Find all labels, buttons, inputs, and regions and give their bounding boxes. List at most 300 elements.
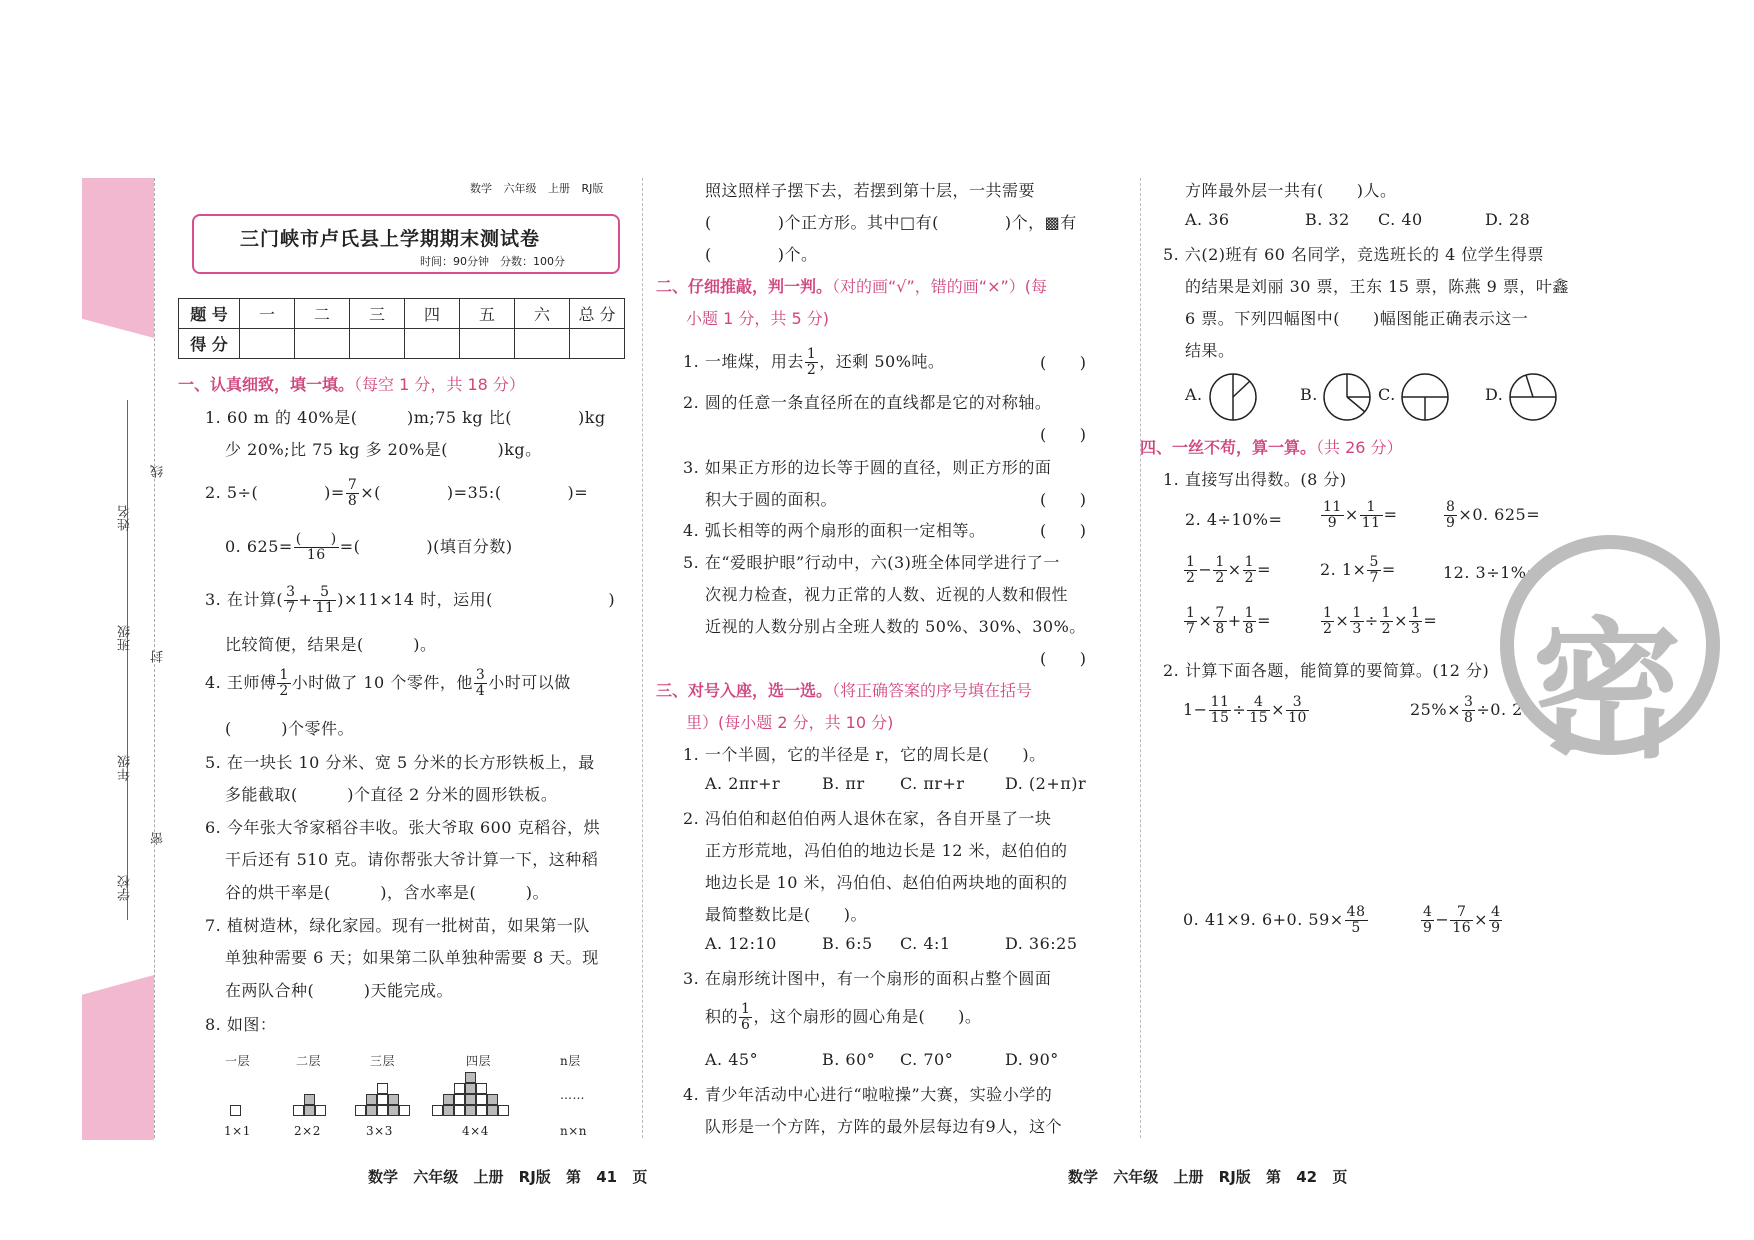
q5-line: 5. 在一块长 10 分米、宽 5 分米的长方形铁板上，最 <box>205 753 595 772</box>
fraction <box>1243 606 1256 637</box>
pie-chart-b <box>1322 372 1372 422</box>
stack-square <box>465 1083 476 1094</box>
stack-square <box>377 1083 388 1094</box>
choice-q3 <box>705 1002 981 1033</box>
denominator: 8 <box>347 493 358 509</box>
score-cell[interactable] <box>570 329 625 359</box>
stack-square <box>476 1105 487 1116</box>
section-4-heading: 四、一丝不苟，算一算。 <box>1140 438 1317 457</box>
section-3-points: （将正确答案的序号填在括号 <box>832 681 1033 700</box>
judge-q5: 次视力检查，视力正常的人数、近视的人数和假性 <box>705 585 1069 604</box>
side-line <box>127 400 128 920</box>
choice-q5: 的结果是刘丽 30 票，王东 15 票，陈燕 9 票，叶鑫 <box>1185 277 1569 296</box>
fraction <box>1243 555 1256 586</box>
q6-line: 干后还有 510 克。请你帮张大爷计算一下，这种稻 <box>225 850 599 869</box>
fraction <box>1213 606 1226 637</box>
score-cell[interactable] <box>350 329 405 359</box>
calc-heading-1: 1. 直接写出得数。(8 分) <box>1163 470 1347 489</box>
q3-text: )×11×14 时，运用( ) <box>337 590 616 609</box>
fraction <box>1213 555 1226 586</box>
stack-square <box>454 1105 465 1116</box>
footer-right: 数学 六年级 上册 RJ版 第 42 页 <box>1068 1168 1348 1186</box>
score-cell[interactable] <box>515 329 570 359</box>
score-header-cell: 二 <box>295 299 350 329</box>
choice-q5: 5. 六(2)班有 60 名同学，竞选班长的 4 位学生得票 <box>1163 245 1544 264</box>
fraction <box>277 668 290 699</box>
fraction <box>284 585 297 616</box>
score-header-cell: 四 <box>405 299 460 329</box>
choice-option: D. 28 <box>1485 210 1531 229</box>
fraction <box>1321 500 1344 531</box>
judge-text: 1. 一堆煤，用去 <box>683 352 804 371</box>
denominator: 5 <box>1345 920 1368 936</box>
pie-chart-a <box>1208 372 1258 422</box>
answer-paren[interactable]: ( ) <box>1040 649 1087 668</box>
section-2-points-line2: 小题 1 分，共 5 分) <box>686 309 829 328</box>
calc-text: 2. 1× <box>1320 560 1367 579</box>
stack-square <box>304 1094 315 1105</box>
score-table-score-row <box>179 329 625 359</box>
dim-label: 4×4 <box>462 1124 489 1138</box>
denominator: 9 <box>1321 515 1344 531</box>
section-3-heading: 三、对号入座，选一选。 <box>656 681 833 700</box>
fraction <box>805 347 818 378</box>
fraction <box>294 532 339 563</box>
q4-text: 小时做了 10 个零件，他 <box>291 673 473 692</box>
choice-option: B. 60° <box>822 1050 876 1069</box>
calc-text: 25%× <box>1410 700 1461 719</box>
calc-expr: 2. 4÷10%= <box>1185 510 1283 529</box>
section-1-points: （每空 1 分，共 18 分） <box>354 375 525 394</box>
score-row-label: 得 分 <box>179 329 240 359</box>
choice-option: A. 45° <box>705 1050 759 1069</box>
numerator: 4 <box>1423 904 1433 920</box>
q2-text: 0. 625= <box>225 537 293 556</box>
stack-square <box>230 1105 241 1116</box>
seal-char-seal: 封 <box>151 650 166 663</box>
denominator: 2 <box>1381 621 1392 637</box>
column-divider-2 <box>1140 178 1141 1138</box>
fraction <box>1350 606 1363 637</box>
numerator: 1 <box>1366 499 1376 515</box>
stack-square <box>315 1105 326 1116</box>
choice-option: D. (2+π)r <box>1005 774 1087 793</box>
operator: × <box>1198 611 1213 630</box>
exam-score: 分数：100分 <box>500 255 565 268</box>
choice-q2: 最简整数比是( )。 <box>705 905 867 924</box>
q7-line: 在两队合种( )天能完成。 <box>225 981 453 1000</box>
numerator: 3 <box>475 667 486 683</box>
choice-text: 积的 <box>705 1007 739 1026</box>
fraction <box>1380 606 1393 637</box>
column-divider-1 <box>642 178 643 1138</box>
seal-char-secret: 密 <box>151 832 166 845</box>
fraction <box>1286 695 1309 726</box>
exam-info <box>420 253 565 269</box>
numerator: 1 <box>1323 605 1333 621</box>
q5-line: 多能截取( )个直径 2 分米的圆形铁板。 <box>225 785 558 804</box>
fraction <box>1444 500 1457 531</box>
fraction <box>1450 905 1473 936</box>
stack-square <box>355 1105 366 1116</box>
choice-q2: 2. 冯伯伯和赵伯伯两人退休在家，各自开垦了一块 <box>683 809 1052 828</box>
equals-sign: = <box>1257 611 1271 630</box>
fraction <box>1421 905 1434 936</box>
stack-square <box>498 1105 509 1116</box>
fraction <box>1360 500 1383 531</box>
q2-text: =( )(填百分数) <box>339 537 513 556</box>
layer-label: 四层 <box>466 1054 492 1068</box>
fraction <box>1184 606 1197 637</box>
q1-line: 1. 60 m 的 40%是( )m;75 kg 比( )kg <box>205 408 606 427</box>
score-header-cell: 五 <box>460 299 515 329</box>
section-2-points-cont <box>686 306 829 329</box>
operator: × <box>1227 560 1242 579</box>
judge-q5: 5. 在“爱眼护眼”行动中，六(3)班全体同学进行了一 <box>683 553 1060 572</box>
numerator: 1 <box>1410 605 1421 621</box>
q2-text: ×( )=35:( )= <box>360 483 589 502</box>
denominator: 9 <box>1423 920 1433 936</box>
judge-q2: 2. 圆的任意一条直径所在的直线都是它的对称轴。 <box>683 393 1052 412</box>
numerator: 4 <box>1254 694 1264 710</box>
q1-line: 少 20%;比 75 kg 多 20%是( )kg。 <box>225 440 542 459</box>
numerator: 11 <box>1323 499 1342 515</box>
header-meta: 数学 六年级 上册 RJ版 <box>470 182 604 195</box>
denominator: 11 <box>1361 515 1381 531</box>
choice-option: B. πr <box>822 774 865 793</box>
choice-q4-cont: 方阵最外层一共有( )人。 <box>1185 181 1397 200</box>
score-cell[interactable] <box>460 329 515 359</box>
section-1-heading: 一、认真细致，填一填。 <box>178 375 355 394</box>
calc-text: ×0. 625= <box>1458 505 1541 524</box>
choice-q2: 地边长是 10 米，冯伯伯、赵伯伯两块地的面积的 <box>705 873 1068 892</box>
seal-char-line: 线 <box>151 465 166 478</box>
choice-option: C. 40 <box>1378 210 1423 229</box>
stack-square <box>443 1105 454 1116</box>
side-label-class: 班级 <box>118 625 133 651</box>
score-header-cell: 六 <box>515 299 570 329</box>
numerator: 7 <box>1215 605 1225 621</box>
binding-strip-bottom <box>82 975 154 1140</box>
stack-square <box>476 1083 487 1094</box>
denominator: 11 <box>315 600 335 616</box>
section-2-heading: 二、仔细推敲，判一判。 <box>656 277 833 296</box>
layer-label: n层 <box>560 1054 581 1068</box>
operator: × <box>1271 700 1286 719</box>
q8-continued: ( )个正方形。其中□有( )个，▩有 <box>705 213 1077 232</box>
numerator: 3 <box>286 584 296 600</box>
stack-square <box>388 1094 399 1105</box>
stack-square <box>366 1094 377 1105</box>
binding-strip-top <box>82 178 154 338</box>
stack-square <box>377 1094 388 1105</box>
numerator: 1 <box>1215 554 1225 570</box>
score-table-header-row <box>179 299 625 329</box>
footer-left: 数学 六年级 上册 RJ版 第 41 页 <box>368 1168 648 1186</box>
choice-option: D. 90° <box>1005 1050 1059 1069</box>
fraction <box>474 668 487 699</box>
choice-q4: 队形是一个方阵，方阵的最外层每边有9人，这个 <box>705 1117 1063 1136</box>
calc-expr <box>1320 500 1397 531</box>
page-title: 三门峡市卢氏县上学期期末测试卷 <box>240 228 541 250</box>
denominator: 16 <box>294 547 339 563</box>
q4-text: 小时可以做 <box>488 673 571 692</box>
numerator: 3 <box>1292 694 1303 710</box>
side-label-name: 姓名 <box>118 505 133 531</box>
choice-option: A. 2πr+r <box>705 774 781 793</box>
stack-square <box>366 1105 377 1116</box>
fraction <box>1462 695 1475 726</box>
judge-text: ，还剩 50%吨。 <box>819 352 945 371</box>
denominator: 15 <box>1249 710 1269 726</box>
fraction <box>346 478 359 509</box>
score-header-cell: 一 <box>240 299 295 329</box>
choice-option: A. 36 <box>1185 210 1230 229</box>
denominator: 7 <box>1186 621 1196 637</box>
operator: × <box>1335 611 1350 630</box>
operator: × <box>1474 910 1489 929</box>
pie-chart-d <box>1508 372 1558 422</box>
choice-option: A. 12:10 <box>705 934 777 953</box>
dim-label: 2×2 <box>294 1124 321 1138</box>
stack-square <box>377 1105 388 1116</box>
fraction <box>1209 695 1232 726</box>
numerator: 48 <box>1346 904 1366 920</box>
score-header-cell: 总 分 <box>570 299 625 329</box>
stack-square <box>487 1105 498 1116</box>
numerator: 1 <box>1244 554 1255 570</box>
equals-sign: = <box>1423 611 1438 630</box>
numerator: 1 <box>1186 605 1196 621</box>
q4-text: 4. 王师傅 <box>205 673 277 692</box>
judge-q1 <box>683 347 944 378</box>
stack-square <box>454 1083 465 1094</box>
fraction <box>1367 555 1380 586</box>
calc-expr <box>1420 905 1503 936</box>
calc-expr <box>1183 695 1310 726</box>
operator: ÷ <box>1232 700 1247 719</box>
denominator: 16 <box>1452 920 1472 936</box>
choice-q1: 1. 一个半圆，它的半径是 r，它的周长是( )。 <box>683 745 1046 764</box>
choice-option: C. πr+r <box>900 774 965 793</box>
layer-label: 三层 <box>370 1054 396 1068</box>
q4-line: ( )个零件。 <box>225 719 354 738</box>
calc-expr <box>1183 606 1271 637</box>
choice-q2: 正方形荒地，冯伯伯的地边长是 12 米，赵伯伯的 <box>705 841 1068 860</box>
denominator: 3 <box>1352 621 1362 637</box>
pie-label: B. <box>1300 385 1318 404</box>
calc-expr <box>1320 555 1396 586</box>
q2-text: 2. 5÷( )= <box>205 483 345 502</box>
stack-square <box>293 1105 304 1116</box>
denominator: 3 <box>1410 621 1421 637</box>
stack-square <box>304 1105 315 1116</box>
calc-expr <box>1320 606 1437 637</box>
exam-time: 时间：90分钟 <box>420 255 489 268</box>
stack-square <box>399 1105 410 1116</box>
dim-label: n×n <box>560 1124 588 1138</box>
choice-option: D. 36:25 <box>1005 934 1078 953</box>
equals-sign: = <box>1257 560 1271 579</box>
section-3-title <box>656 678 1032 701</box>
numerator: 1 <box>741 1001 751 1017</box>
fraction <box>1345 905 1368 936</box>
secret-stamp-text: 密 <box>1532 605 1683 779</box>
pie-label: A. <box>1185 385 1203 404</box>
denominator: 2 <box>1215 570 1225 586</box>
q4-line <box>205 668 571 699</box>
stack-square <box>443 1094 454 1105</box>
choice-q4: 4. 青少年活动中心进行“啦啦操”大赛，实验小学的 <box>683 1085 1053 1104</box>
q3-line <box>205 585 615 616</box>
choice-option: B. 6:5 <box>822 934 873 953</box>
numerator: 1 <box>1352 605 1362 621</box>
fraction <box>313 585 336 616</box>
numerator: 5 <box>1369 554 1379 570</box>
equals-sign: = <box>1381 560 1396 579</box>
stack-square <box>465 1072 476 1083</box>
operator: × <box>1394 611 1408 630</box>
numerator: 8 <box>1446 499 1456 515</box>
score-header-cell: 题 号 <box>179 299 240 329</box>
plus-sign: + <box>298 590 313 609</box>
pie-label: C. <box>1378 385 1396 404</box>
layer-label: 一层 <box>225 1054 251 1068</box>
q8-continued: ( )个。 <box>705 245 818 264</box>
denominator: 6 <box>741 1017 751 1033</box>
q7-line: 单独种需要 6 天；如果第二队单独种需要 8 天。现 <box>225 948 599 967</box>
section-4-points: （共 26 分） <box>1316 438 1403 457</box>
stack-square <box>465 1105 476 1116</box>
denominator: 2 <box>806 362 817 378</box>
denominator: 8 <box>1215 621 1225 637</box>
stack-square <box>432 1105 443 1116</box>
score-table <box>178 298 625 359</box>
denominator: 2 <box>1186 570 1196 586</box>
q6-line: 6. 今年张大爷家稻谷丰收。张大爷取 600 克稻谷，烘 <box>205 818 601 837</box>
numerator: 4 <box>1491 904 1501 920</box>
answer-paren[interactable]: ( ) <box>1040 521 1087 540</box>
choice-option: B. 32 <box>1305 210 1350 229</box>
denominator: 7 <box>286 600 296 616</box>
calc-heading-2: 2. 计算下面各题，能简算的要简算。(12 分) <box>1163 661 1490 680</box>
section-1-title <box>178 372 525 395</box>
q2-line <box>225 532 513 563</box>
calc-expr <box>1183 555 1271 586</box>
denominator: 9 <box>1491 920 1501 936</box>
calc-text: 0. 41×9. 6+0. 59× <box>1183 910 1344 929</box>
stack-square <box>388 1105 399 1116</box>
choice-option: C. 4:1 <box>900 934 951 953</box>
section-4-title <box>1140 435 1403 458</box>
q8-line: 8. 如图： <box>205 1015 277 1034</box>
choice-q3: 3. 在扇形统计图中，有一个扇形的面积占整个圆面 <box>683 969 1052 988</box>
score-header-cell: 三 <box>350 299 405 329</box>
judge-q5: 近视的人数分别占全班人数的 50%、30%、30%。 <box>705 617 1086 636</box>
layer-label: 二层 <box>296 1054 322 1068</box>
operator: − <box>1435 910 1450 929</box>
answer-paren[interactable]: ( ) <box>1040 353 1087 372</box>
section-3-points-cont <box>686 710 893 733</box>
dim-label: 3×3 <box>366 1124 393 1138</box>
choice-text: ，这个扇形的圆心角是( )。 <box>753 1007 982 1026</box>
numerator: 7 <box>1457 904 1467 920</box>
judge-q3: 积大于圆的面积。 <box>705 490 838 509</box>
fraction <box>1321 606 1334 637</box>
operator: − <box>1198 560 1213 579</box>
stack-square <box>487 1094 498 1105</box>
fraction <box>1409 606 1422 637</box>
denominator: 15 <box>1210 710 1230 726</box>
operator: × <box>1344 505 1359 524</box>
denominator: 4 <box>475 683 486 699</box>
side-label-grade: 年级 <box>118 755 133 781</box>
fraction <box>1184 555 1197 586</box>
denominator: 8 <box>1463 710 1474 726</box>
denominator: 2 <box>1323 621 1333 637</box>
ellipsis: …… <box>560 1088 585 1102</box>
stack-square <box>465 1094 476 1105</box>
choice-option: C. 70° <box>900 1050 954 1069</box>
q3-text: 3. 在计算( <box>205 590 284 609</box>
choice-q5: 结果。 <box>1185 341 1235 360</box>
operator: ÷ <box>1364 611 1379 630</box>
numerator: 1 <box>806 346 817 362</box>
numerator: 5 <box>320 584 330 600</box>
pie-chart-c <box>1400 372 1450 422</box>
operator: + <box>1227 611 1242 630</box>
section-2-title <box>656 274 1047 297</box>
score-cell[interactable] <box>405 329 460 359</box>
q3-line: 比较简便，结果是( )。 <box>225 635 437 654</box>
denominator: 7 <box>1369 570 1379 586</box>
score-cell[interactable] <box>240 329 295 359</box>
q7-line: 7. 植树造林，绿化家园。现有一批树苗，如果第一队 <box>205 916 590 935</box>
score-cell[interactable] <box>295 329 350 359</box>
denominator: 9 <box>1446 515 1456 531</box>
answer-paren[interactable]: ( ) <box>1040 490 1087 509</box>
numerator: 1 <box>279 667 289 683</box>
numerator: ( ) <box>295 531 337 547</box>
judge-q3: 3. 如果正方形的边长等于圆的直径，则正方形的面 <box>683 458 1052 477</box>
denominator: 2 <box>279 683 289 699</box>
calc-expr <box>1443 500 1540 531</box>
calc-text: 1− <box>1183 700 1208 719</box>
denominator: 8 <box>1244 621 1255 637</box>
stack-square <box>476 1094 487 1105</box>
choice-q5: 6 票。下列四幅图中( )幅图能正确表示这一 <box>1185 309 1529 328</box>
judge-q4: 4. 弧长相等的两个扇形的面积一定相等。 <box>683 521 986 540</box>
denominator: 10 <box>1288 710 1307 726</box>
dim-label: 1×1 <box>224 1124 251 1138</box>
numerator: 1 <box>1186 554 1196 570</box>
calc-text: ÷0. 25 <box>1476 700 1534 719</box>
numerator: 11 <box>1210 694 1230 710</box>
numerator: 1 <box>1244 605 1255 621</box>
answer-paren[interactable]: ( ) <box>1040 425 1087 444</box>
calc-expr: 12. 3÷1%= <box>1443 563 1541 582</box>
section-2-points: （对的画“√”，错的画“×”）(每 <box>832 277 1048 296</box>
numerator: 7 <box>347 477 358 493</box>
numerator: 1 <box>1381 605 1392 621</box>
numerator: 3 <box>1463 694 1474 710</box>
denominator: 2 <box>1244 570 1255 586</box>
q2-line <box>205 478 588 509</box>
equals-sign: = <box>1383 505 1398 524</box>
fraction <box>1247 695 1270 726</box>
side-label-school: 学校 <box>118 875 133 901</box>
fraction <box>1489 905 1502 936</box>
